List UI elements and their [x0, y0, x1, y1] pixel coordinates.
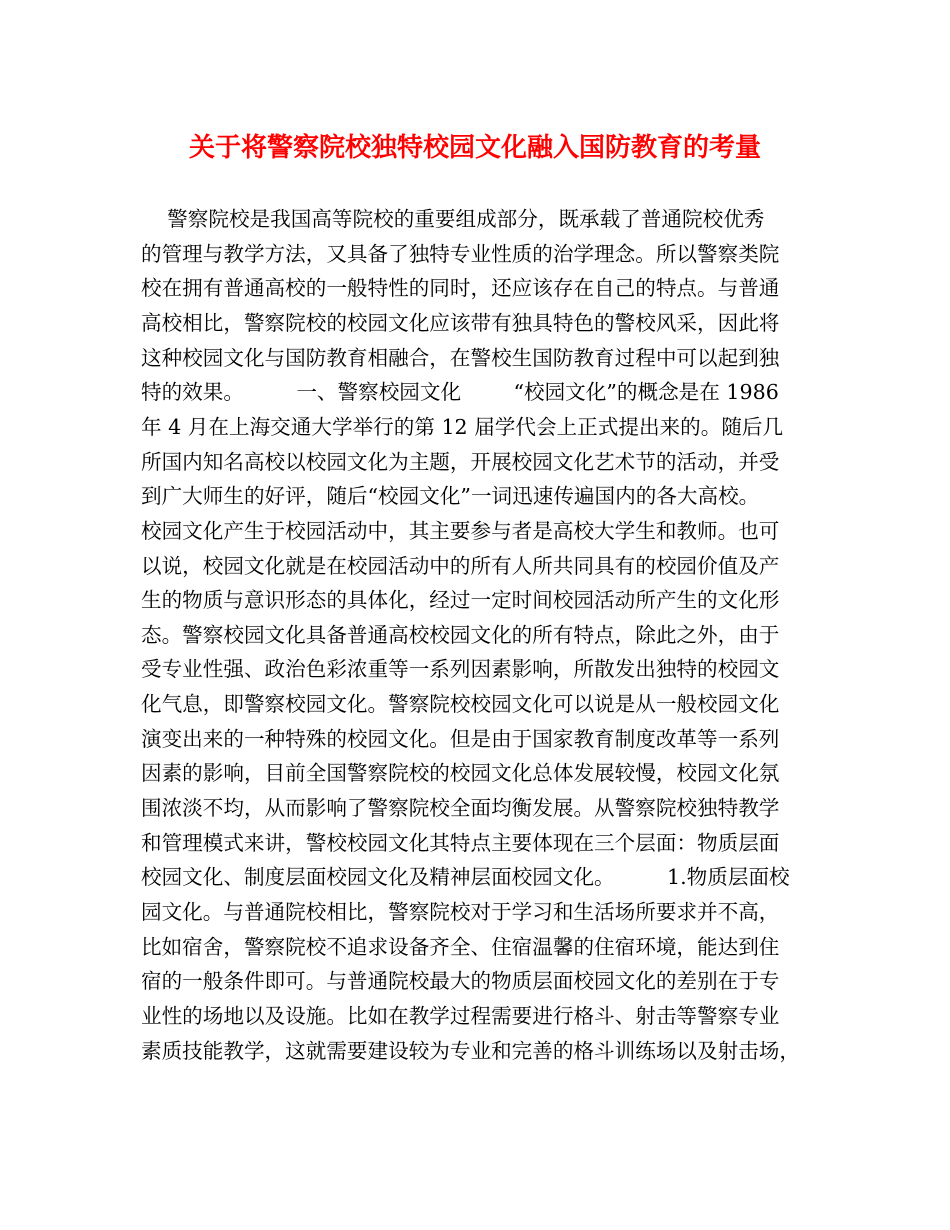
- paragraph-line: 业性的场地以及设施。比如在教学过程需要进行格斗、射击等警察专业: [141, 1003, 780, 1028]
- paragraph-line: 所国内知名高校以校园文化为主题，开展校园文化艺术节的活动，并受: [141, 449, 780, 474]
- paragraph-line: 比如宿舍，警察院校不追求设备齐全、住宿温馨的住宿环境，能达到住: [141, 934, 780, 959]
- paragraph-line: 宿的一般条件即可。与普通院校最大的物质层面校园文化的差别在于专: [141, 969, 780, 994]
- paragraph-line: 受专业性强、政治色彩浓重等一系列因素影响，所散发出独特的校园文: [141, 657, 780, 682]
- paragraph-line: 的管理与教学方法，又具备了独特专业性质的治学理念。所以警察类院: [141, 241, 780, 266]
- paragraph-line: 演变出来的一种特殊的校园文化。但是由于国家教育制度改革等一系列: [141, 726, 780, 751]
- paragraph-line: 围浓淡不均，从而影响了警察院校全面均衡发展。从警察院校独特教学: [141, 796, 780, 821]
- paragraph-line: 校在拥有普通高校的一般特性的同时，还应该存在自己的特点。与普通: [141, 276, 780, 301]
- document-title: 关于将警察院校独特校园文化融入国防教育的考量: [188, 133, 761, 163]
- paragraph-line: 特的效果。 一、警察校园文化 “校园文化”的概念是在 1986: [141, 380, 779, 405]
- paragraph-line: 这种校园文化与国防教育相融合，在警校生国防教育过程中可以起到独: [141, 345, 780, 370]
- paragraph-line: 警察院校是我国高等院校的重要组成部分，既承载了普通院校优秀: [141, 207, 765, 231]
- paragraph-line: 校园文化、制度层面校园文化及精神层面校园文化。 1.物质层面校: [141, 865, 790, 890]
- paragraph-line: 校园文化产生于校园活动中，其主要参与者是高校大学生和教师。也可: [141, 518, 780, 543]
- paragraph-line: 态。警察校园文化具备普通高校校园文化的所有特点，除此之外，由于: [141, 622, 780, 647]
- paragraph-line: 和管理模式来讲，警校校园文化其特点主要体现在三个层面：物质层面: [141, 830, 780, 855]
- paragraph-line: 高校相比，警察院校的校园文化应该带有独具特色的警校风采，因此将: [141, 310, 780, 335]
- paragraph-line: 以说，校园文化就是在校园活动中的所有人所共同具有的校园价值及产: [141, 553, 780, 578]
- paragraph-line: 年 4 月在上海交通大学举行的第 12 届学代会上正式提出来的。随后几: [141, 414, 784, 439]
- paragraph-line: 素质技能教学，这就需要建设较为专业和完善的格斗训练场以及射击场，: [141, 1038, 800, 1063]
- paragraph-line: 园文化。与普通院校相比，警察院校对于学习和生活场所要求并不高，: [141, 900, 780, 924]
- paragraph-line: 因素的影响，目前全国警察院校的校园文化总体发展较慢，校园文化氛: [141, 761, 780, 786]
- paragraph-line: 生的物质与意识形态的具体化，经过一定时间校园活动所产生的文化形: [141, 588, 780, 613]
- paragraph-line: 化气息，即警察校园文化。警察院校校园文化可以说是从一般校园文化: [141, 692, 780, 717]
- paragraph-line: 到广大师生的好评，随后“校园文化”一词迅速传遍国内的各大高校。: [141, 484, 760, 509]
